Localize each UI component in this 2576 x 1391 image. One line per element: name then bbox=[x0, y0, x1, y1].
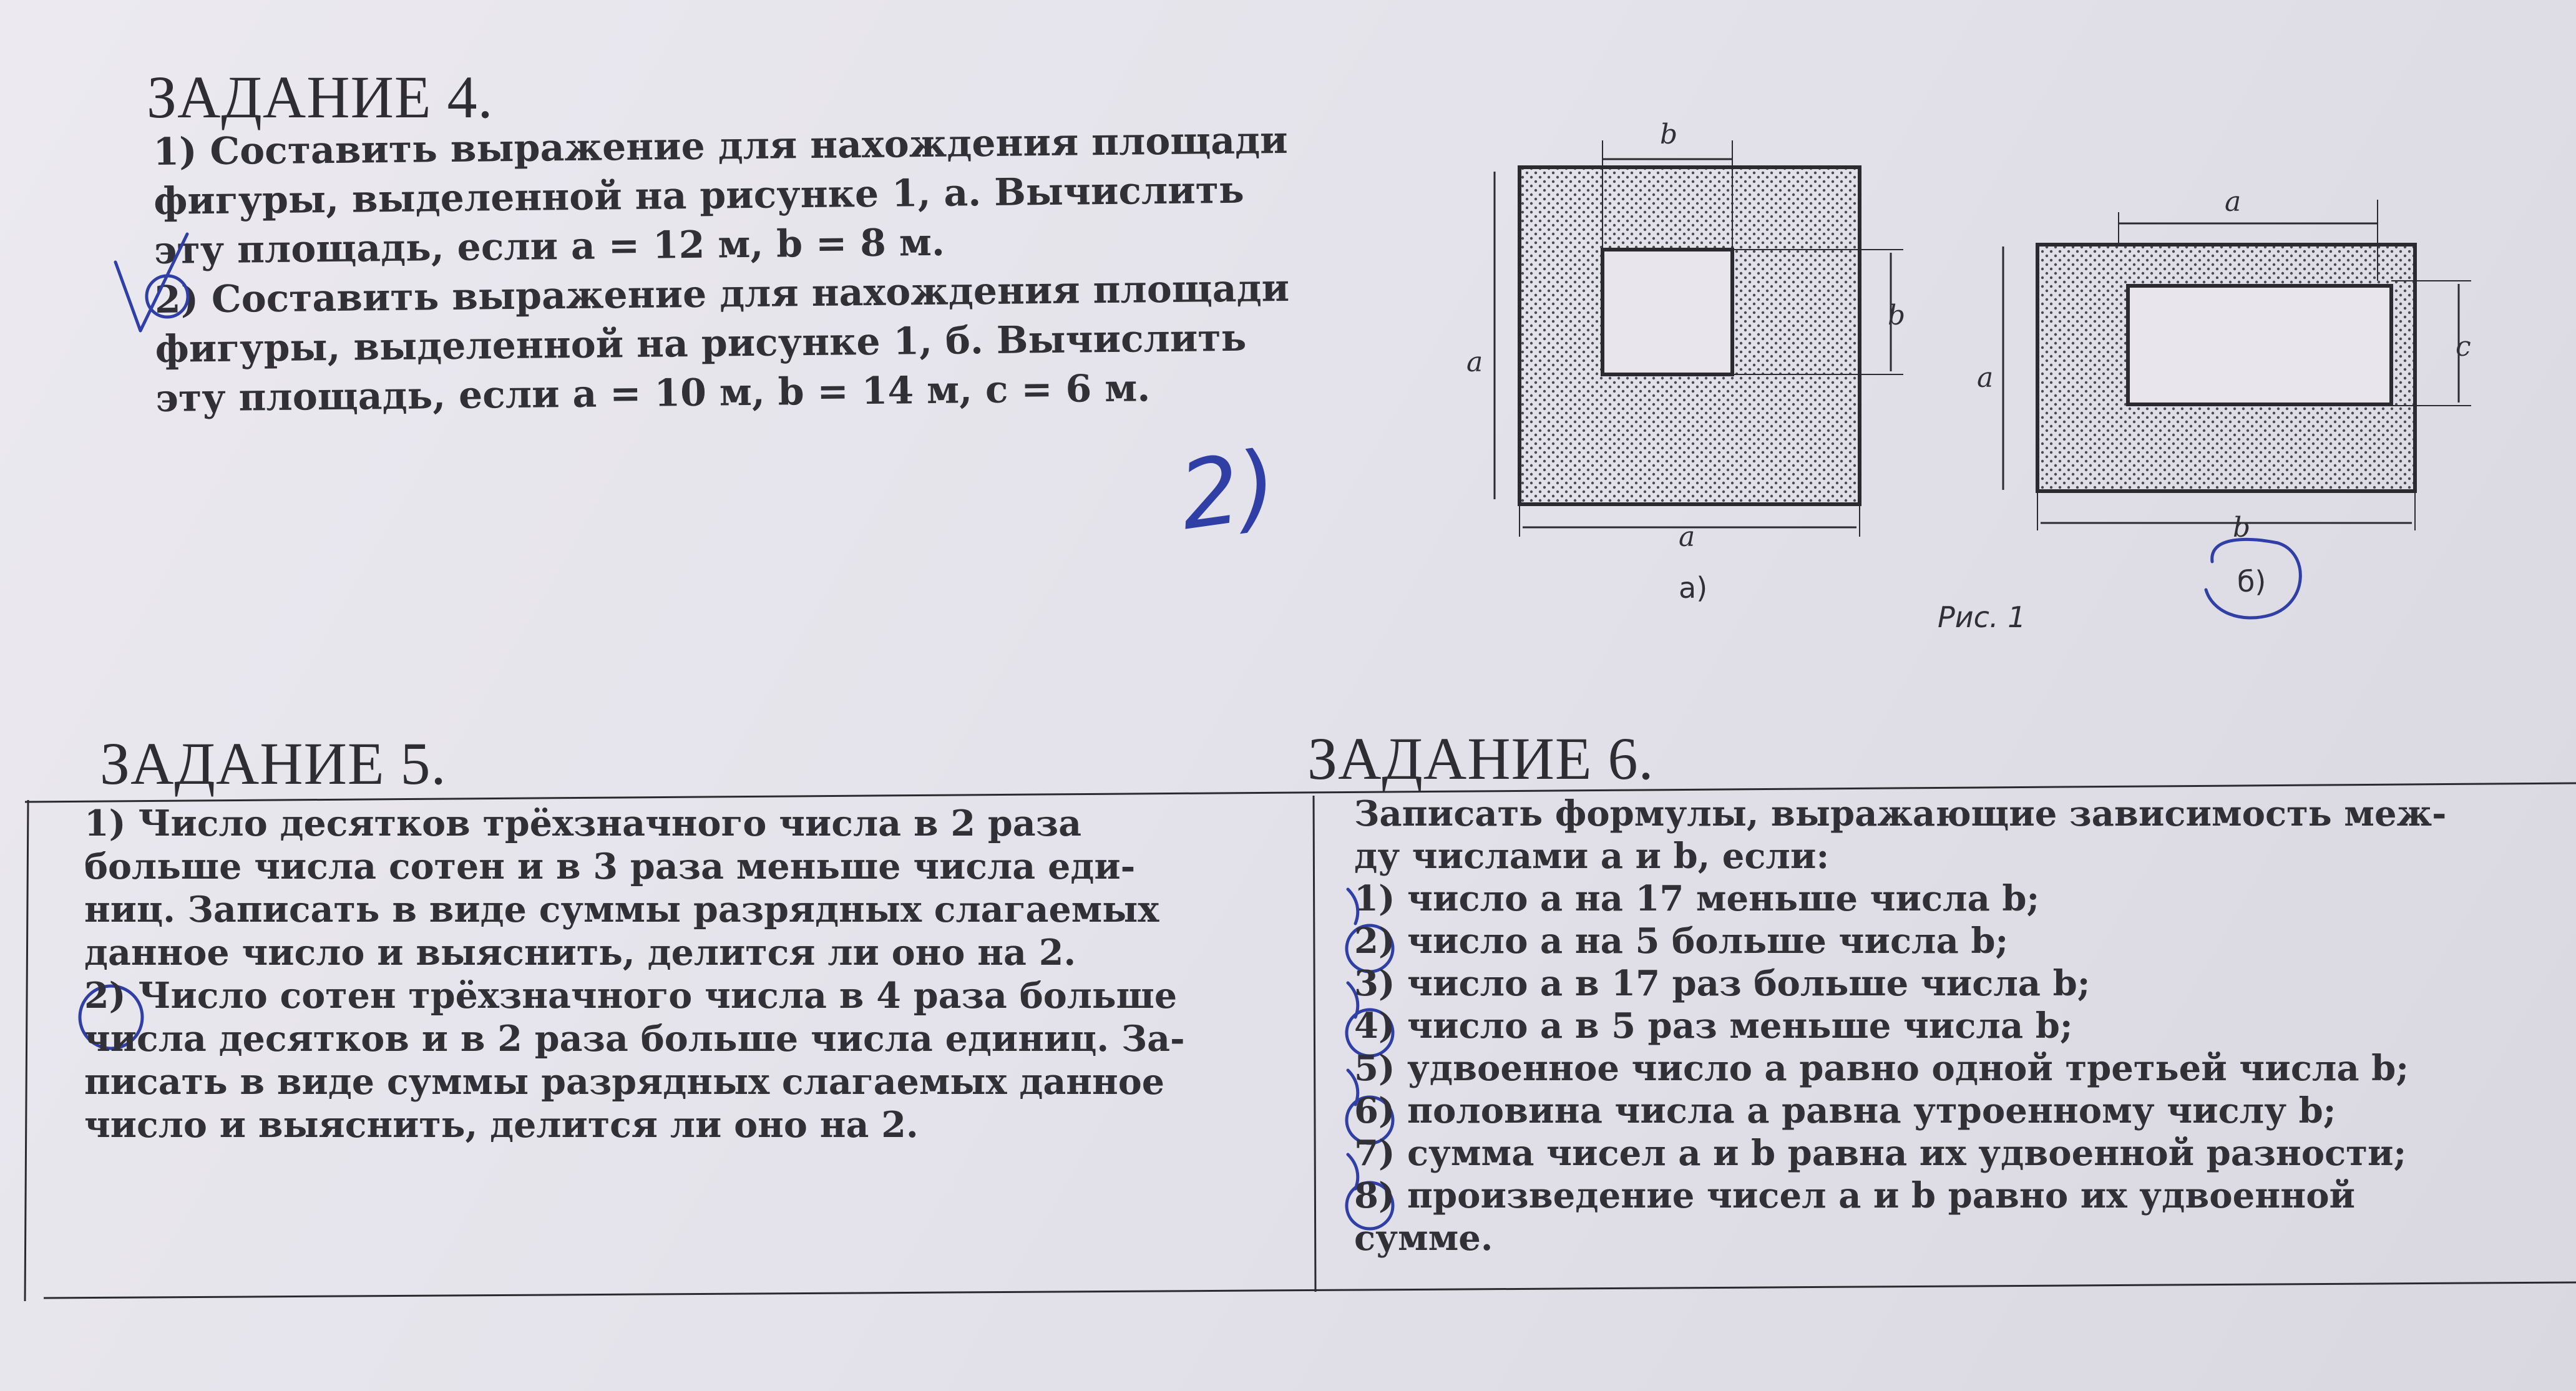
fig-a-label-a-left: a bbox=[1466, 346, 1483, 378]
task5-line-3: ниц. Записать в виде суммы разрядных слагаемых bbox=[84, 889, 1159, 930]
task6-item-2: 2) число а на 5 больше числа b; bbox=[1354, 920, 2009, 962]
task5-text bbox=[84, 802, 1185, 1146]
task5-line-6: числа десятков и в 2 раза больше числа единиц. За- bbox=[84, 1018, 1185, 1060]
task6-item-8-cont: сумме. bbox=[1354, 1218, 1493, 1259]
task4-line-1: 1) Составить выражение для нахождения площади bbox=[153, 118, 1288, 174]
fig-b-label-a-top: a bbox=[2225, 186, 2242, 218]
task6-item-6: 6) половина числа а равна утроенному числу b; bbox=[1354, 1090, 2336, 1131]
task5-line-5: 2) Число сотен трёхзначного числа в 4 раза больше bbox=[84, 975, 1178, 1017]
fig-b-label-a-left: a bbox=[1977, 362, 1994, 394]
fig-b-inner-rect bbox=[2128, 286, 2391, 404]
task6-item-8: 8) произведение чисел а и b равно их удвоенной bbox=[1354, 1175, 2356, 1216]
task6-line-1: Записать формулы, выражающие зависимость меж- bbox=[1354, 793, 2447, 834]
task6-title: ЗАДАНИЕ 6. bbox=[1307, 725, 1654, 792]
task5-line-8: число и выяснить, делится ли оно на 2. bbox=[84, 1104, 919, 1146]
task5-line-1: 1) Число десятков трёхзначного числа в 2 раза bbox=[84, 803, 1082, 844]
task6-item-1: 1) число а на 17 меньше числа b; bbox=[1354, 878, 2040, 919]
fig-a-inner-square bbox=[1603, 250, 1732, 374]
task6-item-4: 4) число а в 5 раз меньше числа b; bbox=[1354, 1005, 2073, 1047]
task6-item-7: 7) сумма чисел а и b равна их удвоенной разности; bbox=[1354, 1133, 2407, 1174]
fig-b-label-c-right: c bbox=[2456, 331, 2471, 363]
ink-circle-task4-2 bbox=[147, 276, 188, 317]
task5-line-7: писать в виде суммы разрядных слагаемых данное bbox=[84, 1061, 1165, 1103]
fig-a-label-a-bottom: a bbox=[1679, 521, 1695, 553]
ink-handwritten-mark bbox=[1173, 424, 1284, 552]
task4-line-6: эту площадь, если а = 10 м, b = 14 м, c = 6 м. bbox=[155, 366, 1151, 421]
task6-line-2: ду числами а и b, если: bbox=[1354, 836, 1830, 877]
task4-title: ЗАДАНИЕ 4. bbox=[147, 64, 494, 130]
task4-line-3: эту площадь, если а = 12 м, b = 8 м. bbox=[154, 220, 945, 273]
fig-a-label-b-top: b bbox=[1660, 119, 1678, 150]
task5-line-4: данное число и выяснить, делится ли оно на 2. bbox=[84, 932, 1076, 974]
task5-title: ЗАДАНИЕ 5. bbox=[100, 730, 447, 797]
task6-item-5: 5) удвоенное число а равно одной третьей числа b; bbox=[1354, 1048, 2409, 1089]
fig-b-caption: б) bbox=[2237, 565, 2266, 598]
task4-line-2: фигуры, выделенной на рисунке 1, а. Вычислить bbox=[153, 168, 1244, 223]
task4-line-4: 2) Составить выражение для нахождения площади bbox=[154, 266, 1290, 322]
fig-a-label-b-right: b bbox=[1888, 300, 1906, 331]
fig-b-label-b-bottom: b bbox=[2233, 512, 2251, 544]
task4-line-5: фигуры, выделенной на рисунке 1, б. Вычислить bbox=[155, 316, 1247, 371]
task5-line-2: больше числа сотен и в 3 раза меньше числа еди- bbox=[84, 846, 1136, 887]
figure-caption: Рис. 1 bbox=[1938, 600, 2026, 634]
task6-text bbox=[1354, 793, 2446, 1259]
task6-item-3: 3) число а в 17 раз больше числа b; bbox=[1354, 963, 2091, 1004]
fig-a-caption: а) bbox=[1679, 571, 1708, 605]
svg-text:2): 2) bbox=[1173, 430, 1284, 552]
